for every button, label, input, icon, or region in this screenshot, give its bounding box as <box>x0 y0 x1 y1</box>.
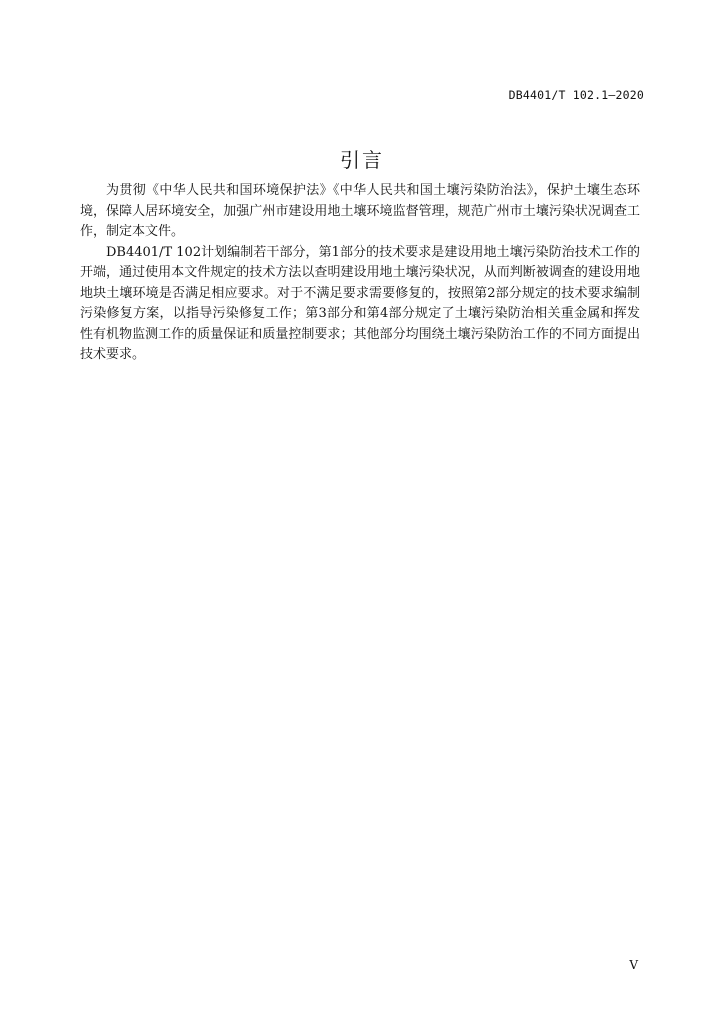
document-body <box>80 181 640 366</box>
paragraph-1: 为贯彻《中华人民共和国环境保护法》《中华人民共和国土壤污染防治法》，保护土壤生态环境，保障人居环境安全，加强广州市建设用地土壤环境监督管理，规范广州市土壤污染状况调查工作，制定本文件。 <box>80 183 640 239</box>
document-code: DB4401/T 102.1—2020 <box>508 88 644 102</box>
page-number: V <box>629 958 638 972</box>
paragraph-2: DB4401/T 102计划编制若干部分，第1部分的技术要求是建设用地土壤污染防治技术工作的开端，通过使用本文件规定的技术方法以查明建设用地土壤污染状况，从而判断被调查的建设用地地块土壤环境是否满足相应要求。对于不满足要求需要修复的，按照第2部分规定的技术要求编制污染修复方案，以指导污染修复工作；第3部分和第4部分规定了土壤污染防治相关重金属和挥发性有机物监测工作的质量保证和质量控制要求；其他部分均围绕土壤污染防治工作的不同方面提出技术要求。 <box>80 244 640 362</box>
page-title: 引言 <box>340 148 384 172</box>
